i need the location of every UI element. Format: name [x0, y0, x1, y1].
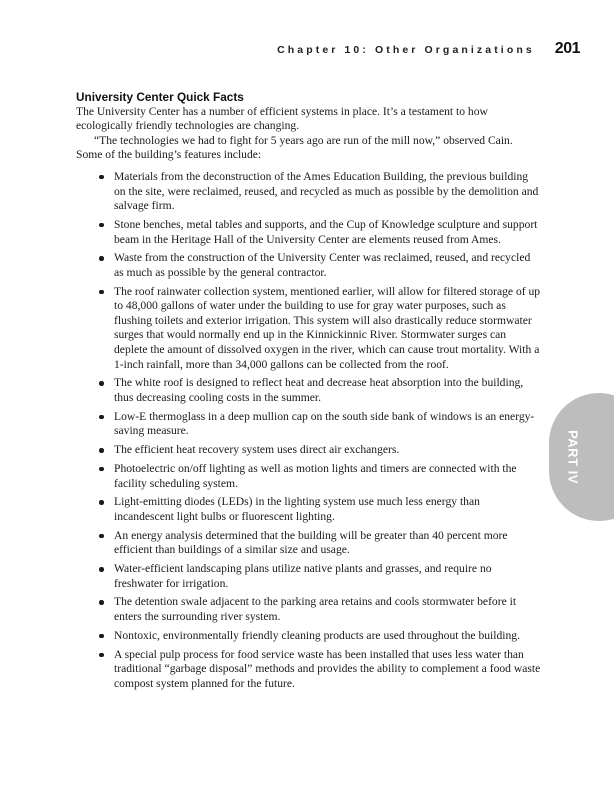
list-item: [114, 410, 542, 439]
list-item: [114, 170, 542, 214]
bullet-icon: [99, 448, 104, 453]
list-item: [114, 443, 542, 458]
list-item: [114, 462, 542, 491]
bullet-icon: [99, 290, 104, 295]
list-item-text: An energy analysis determined that the building will be greater than 40 percent more efficient than buildings of a similar size and usage.: [114, 528, 508, 557]
features-list: [76, 170, 542, 691]
bullet-icon: [99, 415, 104, 420]
list-item-text: A special pulp process for food service waste has been installed that uses less water than traditional “garbage disposal” methods and provides the ability to complement a food waste compost system planned for the future.: [114, 647, 541, 690]
bullet-icon: [99, 634, 104, 639]
list-item-text: The detention swale adjacent to the parking area retains and cools stormwater before it enters the surrounding river system.: [114, 595, 517, 624]
bullet-icon: [99, 223, 104, 228]
bullet-icon: [99, 500, 104, 505]
list-item: [114, 285, 542, 373]
intro-paragraph: The University Center has a number of efficient systems in place. It’s a testament to how ecologically friendly technologies are changing.: [76, 104, 488, 133]
bullet-icon: [99, 600, 104, 605]
bullet-icon: [99, 175, 104, 180]
bullet-icon: [99, 256, 104, 261]
list-item-text: The white roof is designed to reflect heat and decrease heat absorption into the building, thus decreasing cooling costs in the summer.: [114, 376, 524, 405]
running-header: [277, 40, 580, 58]
chapter-title: Chapter 10: Other Organizations: [277, 44, 535, 56]
list-item: [114, 529, 542, 558]
part-tab: [549, 393, 614, 521]
bullet-icon: [99, 567, 104, 572]
list-item-text: Nontoxic, environmentally friendly cleaning products are used throughout the building.: [114, 628, 521, 642]
list-item: [114, 218, 542, 247]
list-item: [114, 376, 542, 405]
list-item: [114, 495, 542, 524]
list-item-text: Water-efficient landscaping plans utilize native plants and grasses, and require no freshwater for irrigation.: [114, 562, 492, 590]
list-item: [114, 562, 542, 591]
quote-paragraph: “The technologies we had to fight for 5 years ago are run of the mill now,” observed Cain. Some of the building’s features include:: [76, 133, 513, 162]
bullet-icon: [99, 467, 104, 472]
bullet-icon: [99, 381, 104, 386]
list-item-text: Low-E thermoglass in a deep mullion cap on the south side bank of windows is an energy-saving measure.: [114, 409, 535, 438]
list-item-text: Stone benches, metal tables and supports, and the Cup of Knowledge sculpture and support beam in the Heritage Hall of the University Center are elements reused from Ames.: [114, 217, 538, 246]
list-item: [114, 251, 542, 280]
list-item-text: The roof rainwater collection system, mentioned earlier, will allow for filtered storage of up to 48,000 gallons of water under the building to use for gray water purposes, such as flushing toilets and exterior irrigation. This system will also drastically reduce stormwater surges that would normally end up in the Kinnickinnic River. Stormwater surges can deplete the amount of dissolved oxygen in the river, which can cause trout mortality. With a 1-inch rainfall, more than 34,000 gallons can be collected from the roof.: [114, 284, 541, 371]
section-heading: University Center Quick Facts: [76, 90, 244, 104]
list-item: [114, 648, 542, 692]
list-item: [114, 629, 542, 644]
list-item-text: Photoelectric on/off lighting as well as motion lights and timers are connected with the facility scheduling system.: [114, 461, 517, 490]
bullet-icon: [99, 653, 104, 658]
list-item-text: Waste from the construction of the University Center was reclaimed, reused, and recycled as much as possible by the general contractor.: [114, 251, 531, 279]
part-tab-label: PART IV: [565, 430, 581, 484]
page-body: [76, 90, 542, 696]
list-item: [114, 595, 542, 624]
list-item-text: Materials from the deconstruction of the Ames Education Building, the previous building on the site, were reclaimed, reused, and recycled as much as possible by the demolition and salvage firm.: [114, 169, 539, 213]
page-number: 201: [554, 40, 580, 57]
bullet-icon: [99, 534, 104, 539]
list-item-text: Light-emitting diodes (LEDs) in the lighting system use much less energy than incandescent light bulbs or fluorescent lighting.: [114, 495, 480, 523]
list-item-text: The efficient heat recovery system uses direct air exchangers.: [114, 443, 400, 457]
